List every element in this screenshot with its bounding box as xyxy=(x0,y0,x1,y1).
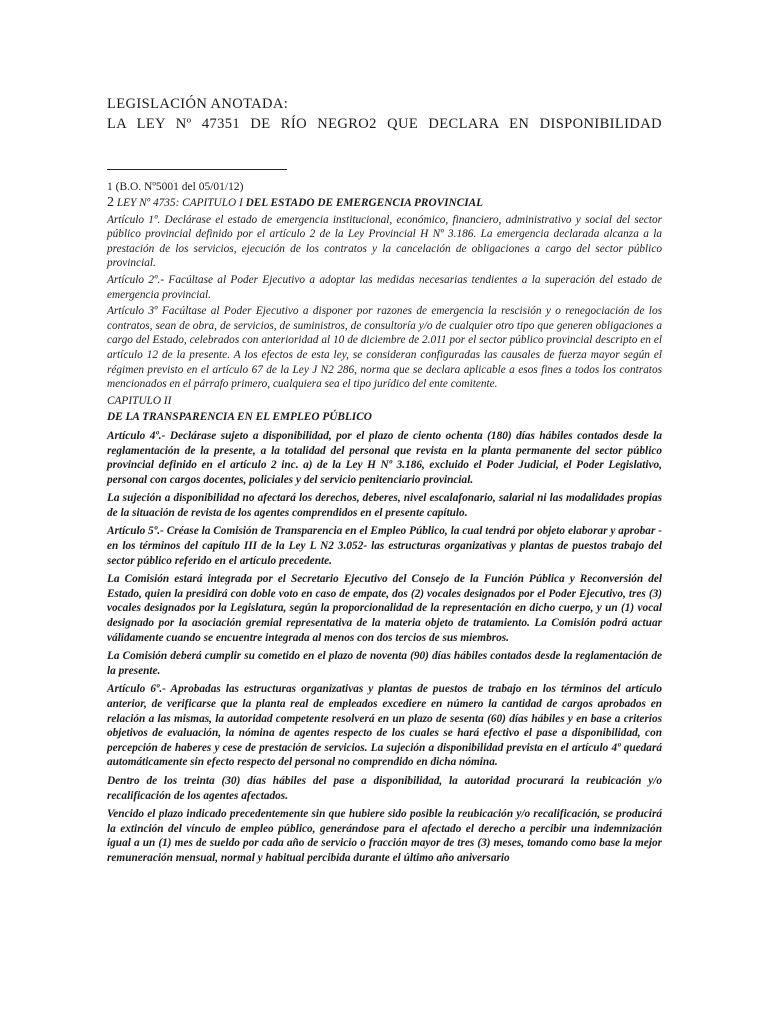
article-5: Artículo 5º.- Créase la Comisión de Transparencia en el Empleo Público, la cual tendrá por objeto elaborar y aprobar -en los términos del capítulo III de la Ley L N2 3.052- las estructuras organizativas y plantas de puestos trabajo del sector público referido en el artículo precedente. xyxy=(107,525,662,567)
article-3: Artículo 3º Facúltase al Poder Ejecutivo a disponer por razones de emergencia la rescisión y o renegociación de los contratos, sean de obra, de servicios, de suministros, de consultoría y/o de cualquier otro tipo que generen obligaciones a cargo del Estado, celebrados con anterioridad al 10 de diciembre de 2.011 por el sector público provincial descripto en el artículo 12 de la presente. A los efectos de esta ley, se consideran configuradas las causales de fuerza mayor según el régimen previsto en el artículo 67 de la Ley J N2 286, norma que se declara aplicable a esos fines a todos los contratos mencionados en el párrafo primero, cualquiera sea el tipo jurídico del ente comitente. xyxy=(107,305,662,391)
document-heading-line1: LEGISLACIÓN ANOTADA: xyxy=(107,96,289,112)
chapter2-title: DE LA TRANSPARENCIA EN EL EMPLEO PÚBLICO xyxy=(107,411,372,424)
article-4-paragraph-2: La sujeción a disponibilidad no afectará los derechos, deberes, nivel escalafonario, salarial ni las modalidades propias de la situación de revista de los agentes comprendidos en el presente capítulo. xyxy=(107,492,662,519)
document-heading-line2: LA LEY Nº 47351 DE RÍO NEGRO2 QUE DECLARA EN DISPONIBILIDAD xyxy=(107,116,662,132)
article-2: Artículo 2º.- Facúltase al Poder Ejecutivo a adoptar las medidas necesarias tendientes a la superación del estado de emergencia provincial. xyxy=(107,273,662,301)
footnote-separator xyxy=(107,169,287,170)
article-6-paragraph-2: Dentro de los treinta (30) días hábiles del pase a disponibilidad, la autoridad procurará la reubicación y/o recalificación de los agentes afectados. xyxy=(107,774,662,802)
article-5-paragraph-3: La Comisión deberá cumplir su cometido en el plazo de noventa (90) días hábiles contados desde la reglamentación de la presente. xyxy=(107,650,662,677)
document-body xyxy=(107,196,662,868)
article-4: Artículo 4º.- Declárase sujeto a disponibilidad, por el plazo de ciento ochenta (180) días hábiles contados desde la reglamentación de la presente, a la totalidad del personal que revista en la planta permanente del sector público provincial definido en el artículo 2 inc. a) de la Ley H Nº 3.186, excluido el Poder Judicial, el Poder Legislativo, personal con cargos docentes, policiales y del servicio penitenciario provincial. xyxy=(107,429,662,486)
article-6: Artículo 6º.- Aprobadas las estructuras organizativas y plantas de puestos de trabajo en los términos del artículo anterior, de verificarse que la planta real de empleados excediere en número la cantidad de cargos aprobados en relación a las mismas, la autoridad competente resolverá en un plazo de sesenta (60) días hábiles y en base a criterios objetivos de evaluación, la nómina de agentes respecto de los cuales se hará efectivo el pase a disponibilidad, con percepción de haberes y cese de prestación de servicios. La sujeción a disponibilidad prevista en el artículo 4º quedará automáticamente sin efecto respecto del personal no comprendido en dicha nómina. xyxy=(107,683,662,769)
footnote-2-heading xyxy=(107,196,662,211)
article-5-paragraph-2: La Comisión estará integrada por el Secretario Ejecutivo del Consejo de la Función Pública y Reconversión del Estado, quien la presidirá con doble voto en caso de empate, dos (2) vocales designados por el Poder Ejecutivo, tres (3) vocales designados por la Legislatura, según la proporcionalidad de la representación en dicho cuerpo, y un (1) vocal designado por la asociación gremial representativa de la materia objeto de tratamiento. La Comisión podrá actuar válidamente cuando se encuentre integrada al menos con dos tercios de sus miembros. xyxy=(107,573,662,644)
footnote-1: 1 (B.O. Nº5001 del 05/01/12) xyxy=(107,181,244,193)
footnote-2-number: 2 xyxy=(107,195,114,210)
chapter1-title: DEL ESTADO DE EMERGENCIA PROVINCIAL xyxy=(245,197,484,209)
article-1: Artículo 1º. Declárase el estado de emergencia institucional, económico, financiero, administrativo y social del sector público provincial definido por el artículo 2 de la Ley Provincial H Nº 3.186. La emergencia declarada alcanza a la prestación de los servicios, ejecución de los contratos y la cancelación de obligaciones a cargo del sector público provincial. xyxy=(107,213,662,270)
chapter2-label: CAPITULO II xyxy=(107,394,172,407)
footnote-2-ley: LEY Nº 4735: CAPITULO I xyxy=(114,197,246,209)
article-6-paragraph-3: Vencido el plazo indicado precedentemente sin que hubiere sido posible la reubicación y/o recalificación, se producirá la extinción del vínculo de empleo público, generándose para el afectado el derecho a percibir una indemnización igual a un (1) mes de sueldo por cada año de servicio o fracción mayor de tres (3) meses, tomando como base la mejor remuneración mensual, normal y habitual percibida durante el último año aniversario xyxy=(107,808,662,864)
